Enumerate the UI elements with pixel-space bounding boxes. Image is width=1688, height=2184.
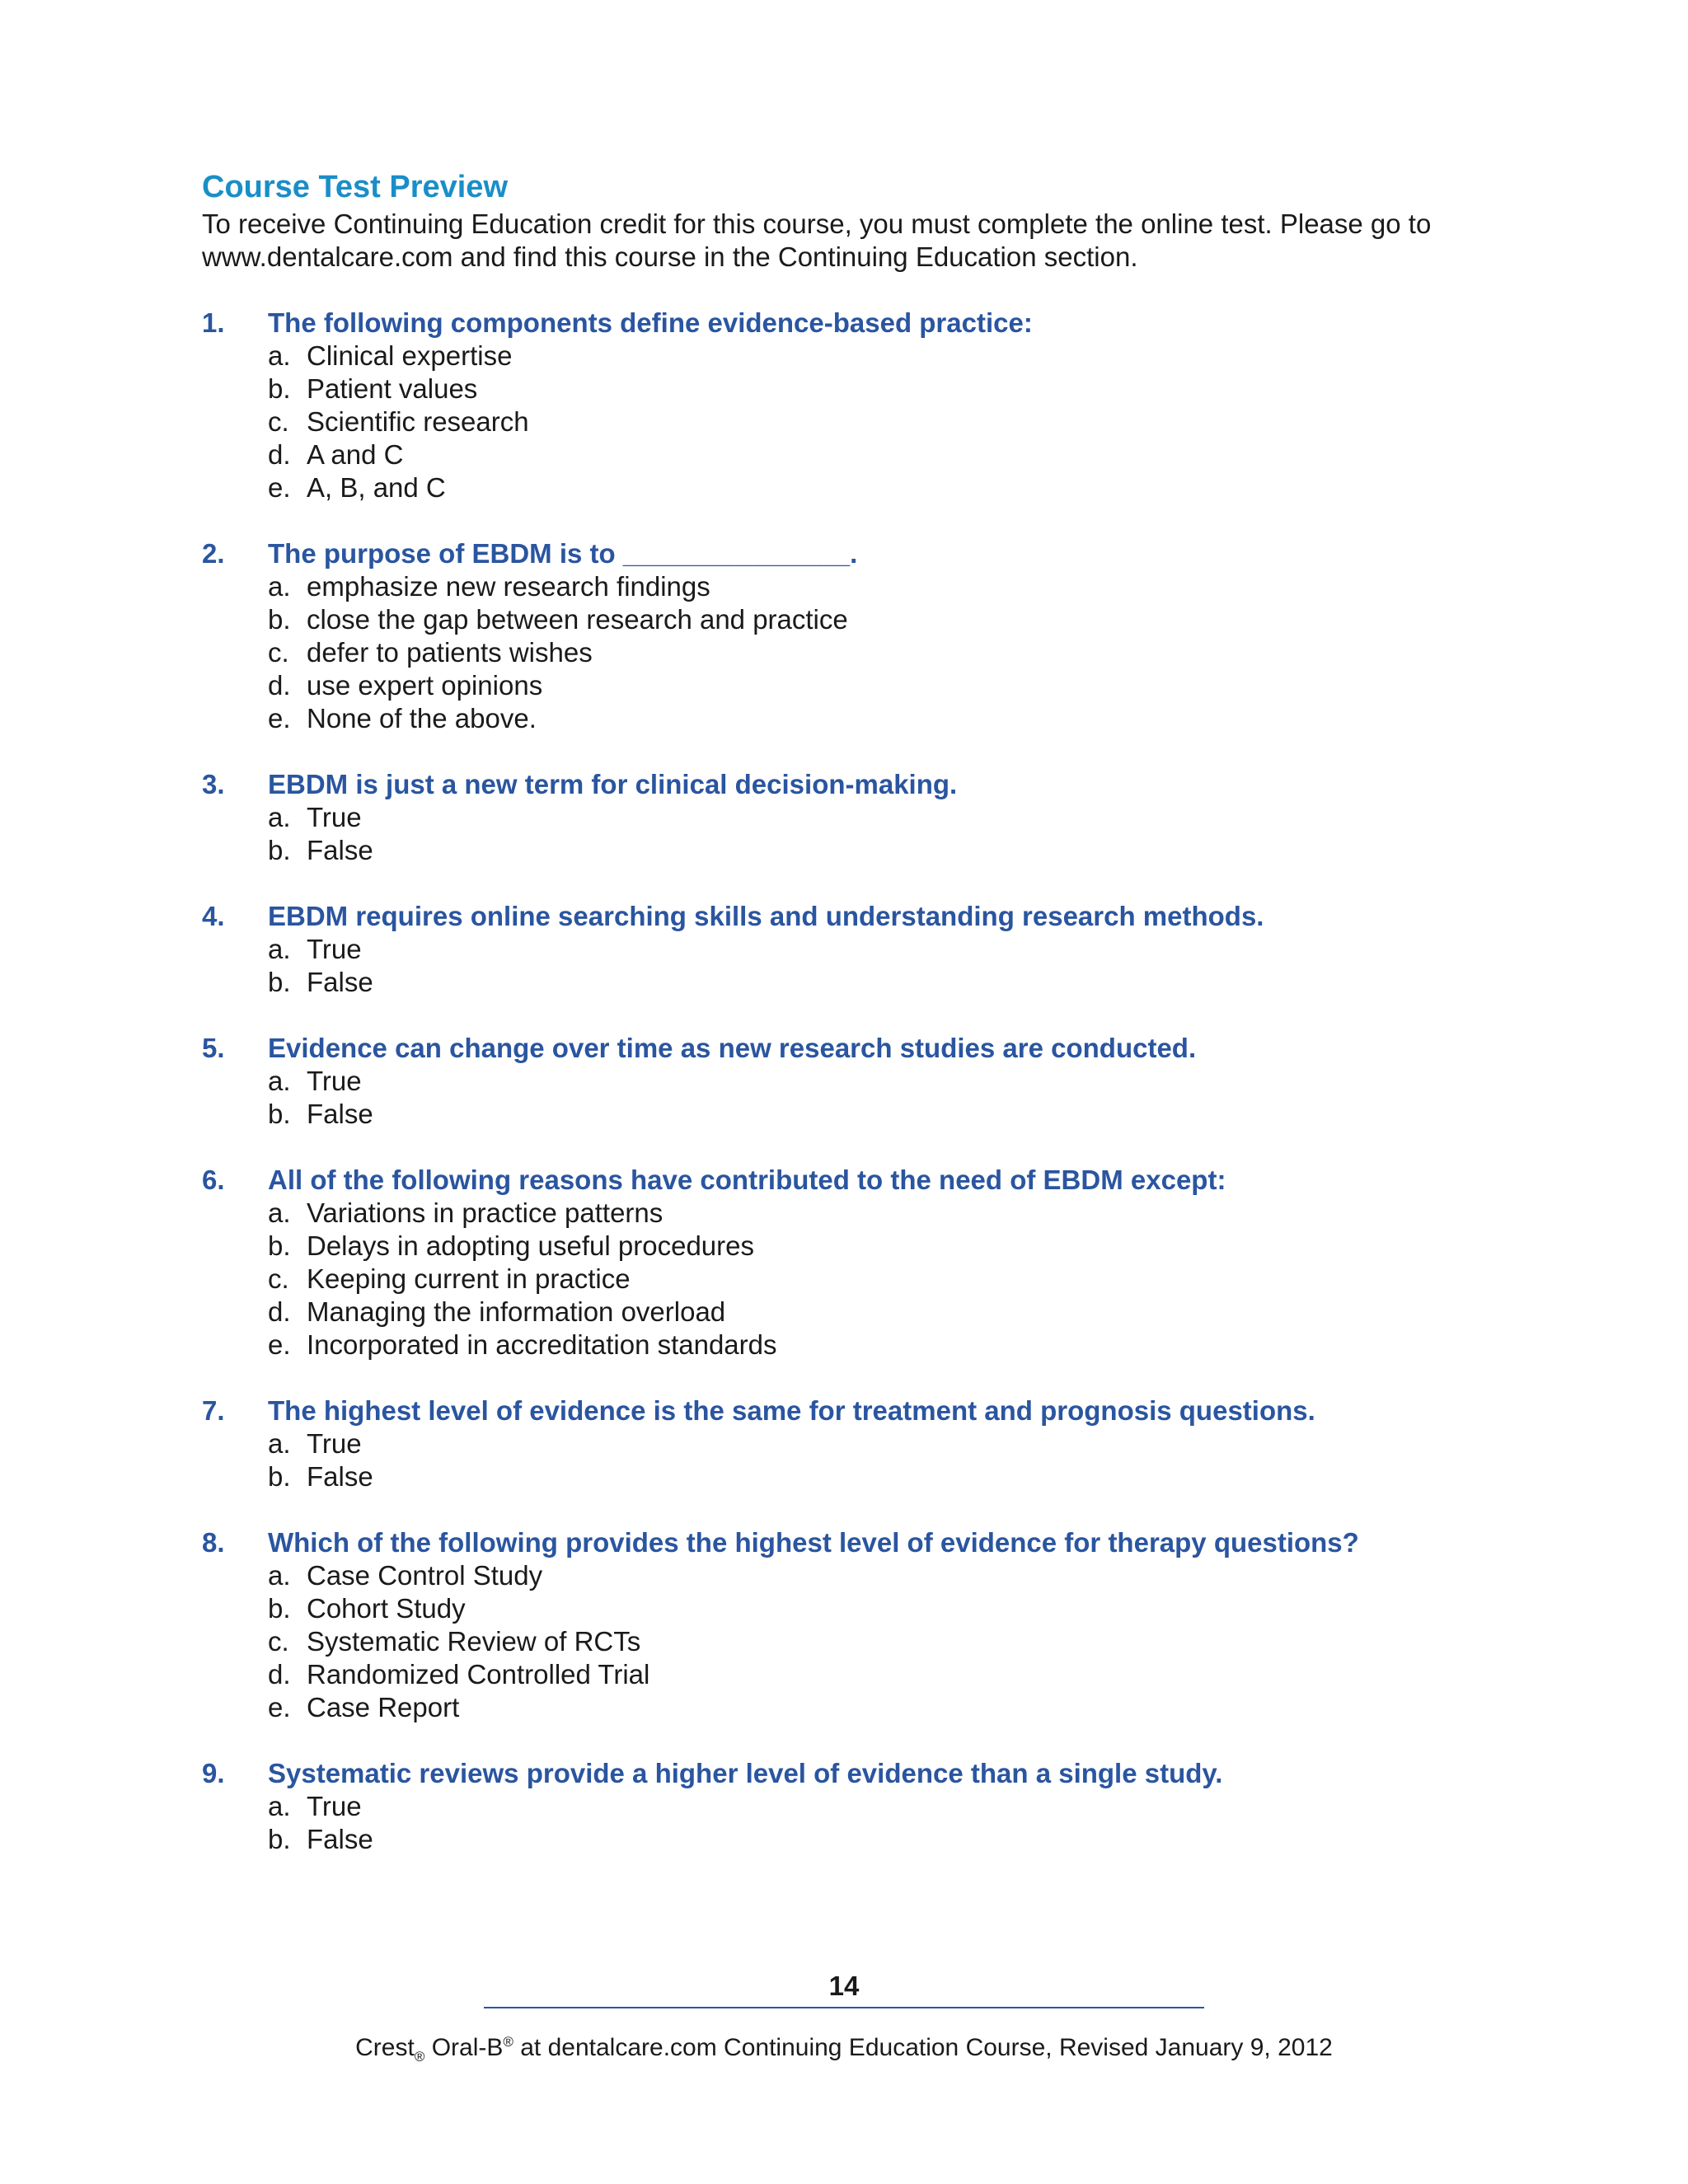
option-text: Systematic Review of RCTs	[307, 1626, 641, 1657]
question-text: All of the following reasons have contributed to the need of EBDM except:	[268, 1165, 1226, 1195]
option-letter: b.	[268, 835, 291, 865]
option-text: True	[307, 1791, 362, 1821]
answer-option	[268, 1296, 1504, 1329]
option-text: True	[307, 1428, 362, 1459]
option-text: Scientific research	[307, 406, 529, 437]
option-letter: b.	[268, 967, 291, 997]
question-item	[202, 1032, 1504, 1131]
answer-option	[268, 471, 1504, 504]
answer-option	[268, 1625, 1504, 1658]
question-text: Evidence can change over time as new research studies are conducted.	[268, 1033, 1197, 1063]
answer-option	[268, 340, 1504, 373]
answer-option	[268, 702, 1504, 735]
question-text: Systematic reviews provide a higher level of evidence than a single study.	[268, 1758, 1223, 1788]
option-text: Managing the information overload	[307, 1296, 726, 1327]
question-number: 1.	[202, 307, 225, 338]
option-letter: c.	[268, 1626, 289, 1657]
footer-course-info: at dentalcare.com Continuing Education Course, Revised January 9, 2012	[513, 2034, 1333, 2061]
option-text: Delays in adopting useful procedures	[307, 1230, 755, 1261]
option-text: close the gap between research and practice	[307, 604, 848, 635]
question-text: The following components define evidence-based practice:	[268, 307, 1033, 338]
option-letter: a.	[268, 1066, 291, 1096]
answer-option	[268, 1098, 1504, 1131]
answer-option	[268, 834, 1504, 867]
answer-options	[202, 801, 1504, 867]
option-letter: c.	[268, 637, 289, 668]
question-item	[202, 900, 1504, 999]
answer-options	[202, 340, 1504, 504]
option-letter: d.	[268, 1296, 291, 1327]
answer-option	[268, 1329, 1504, 1361]
oral-b-registered-mark: ®	[503, 2034, 513, 2050]
question-number: 9.	[202, 1758, 225, 1788]
answer-option	[268, 603, 1504, 636]
option-letter: b.	[268, 1230, 291, 1261]
answer-option	[268, 405, 1504, 438]
page-content	[202, 166, 1504, 1889]
question-text: Which of the following provides the highest level of evidence for therapy questions?	[268, 1527, 1359, 1558]
option-text: Variations in practice patterns	[307, 1197, 663, 1228]
answer-option	[268, 1263, 1504, 1296]
question-number: 5.	[202, 1033, 225, 1063]
answer-option	[268, 1230, 1504, 1263]
answer-option	[268, 1427, 1504, 1460]
option-text: Case Report	[307, 1692, 460, 1722]
answer-options	[202, 570, 1504, 735]
option-letter: a.	[268, 1791, 291, 1821]
option-text: Incorporated in accreditation standards	[307, 1329, 777, 1360]
intro-paragraph: To receive Continuing Education credit for this course, you must complete the online test. Please go to www.dentalcare.com and find this course in the Continuing Education section.	[202, 209, 1432, 272]
option-letter: e.	[268, 1692, 291, 1722]
answer-options	[202, 1065, 1504, 1131]
answer-option	[268, 373, 1504, 405]
option-letter: b.	[268, 1461, 291, 1492]
question-text: The purpose of EBDM is to _______________.	[268, 538, 858, 569]
option-text: Keeping current in practice	[307, 1263, 631, 1294]
option-letter: e.	[268, 1329, 291, 1360]
question-text: EBDM is just a new term for clinical decision-making.	[268, 769, 958, 799]
answer-option	[268, 438, 1504, 471]
option-letter: b.	[268, 1593, 291, 1624]
option-text: A and C	[307, 439, 404, 470]
option-text: True	[307, 934, 362, 964]
option-text: Patient values	[307, 373, 478, 404]
option-text: False	[307, 1824, 373, 1854]
option-letter: b.	[268, 604, 291, 635]
option-text: False	[307, 967, 373, 997]
option-text: defer to patients wishes	[307, 637, 593, 668]
answer-option	[268, 669, 1504, 702]
answer-option	[268, 1592, 1504, 1625]
question-stem	[202, 1164, 1504, 1197]
question-item	[202, 768, 1504, 867]
option-letter: e.	[268, 472, 291, 503]
option-text: None of the above.	[307, 703, 537, 733]
answer-option	[268, 570, 1504, 603]
question-item	[202, 1526, 1504, 1724]
option-letter: b.	[268, 373, 291, 404]
answer-option	[268, 933, 1504, 966]
answer-option	[268, 1460, 1504, 1493]
question-stem	[202, 900, 1504, 933]
option-letter: a.	[268, 1428, 291, 1459]
question-list	[202, 307, 1504, 1856]
page-title: Course Test Preview	[202, 170, 509, 204]
option-letter: a.	[268, 340, 291, 371]
page-number: 14	[828, 1971, 860, 2001]
brand-oral-b: Oral-B	[424, 2034, 504, 2061]
footer-credit	[0, 2026, 1688, 2074]
option-letter: a.	[268, 571, 291, 602]
answer-options	[202, 1197, 1504, 1361]
option-letter: d.	[268, 670, 291, 701]
answer-options	[202, 1427, 1504, 1493]
question-item	[202, 1164, 1504, 1361]
question-number: 8.	[202, 1527, 225, 1558]
answer-options	[202, 1790, 1504, 1856]
question-stem	[202, 1394, 1504, 1427]
answer-option	[268, 1790, 1504, 1823]
question-stem	[202, 1526, 1504, 1559]
answer-options	[202, 1559, 1504, 1724]
option-letter: e.	[268, 703, 291, 733]
question-stem	[202, 537, 1504, 570]
question-number: 2.	[202, 538, 225, 569]
answer-option	[268, 1559, 1504, 1592]
question-number: 3.	[202, 769, 225, 799]
answer-option	[268, 966, 1504, 999]
option-text: Case Control Study	[307, 1560, 543, 1591]
option-text: use expert opinions	[307, 670, 543, 701]
option-letter: a.	[268, 1197, 291, 1228]
option-text: Cohort Study	[307, 1593, 466, 1624]
option-text: A, B, and C	[307, 472, 446, 503]
answer-option	[268, 1197, 1504, 1230]
option-letter: a.	[268, 802, 291, 832]
question-item	[202, 307, 1504, 504]
option-text: False	[307, 1461, 373, 1492]
page-footer	[0, 1970, 1688, 2064]
answer-option	[268, 801, 1504, 834]
option-text: True	[307, 1066, 362, 1096]
option-text: True	[307, 802, 362, 832]
question-stem	[202, 768, 1504, 801]
answer-option	[268, 1691, 1504, 1724]
question-text: EBDM requires online searching skills and understanding research methods.	[268, 901, 1264, 931]
option-letter: d.	[268, 439, 291, 470]
footer-divider	[484, 2007, 1204, 2008]
answer-options	[202, 933, 1504, 999]
option-text: Clinical expertise	[307, 340, 513, 371]
question-stem	[202, 307, 1504, 340]
option-letter: c.	[268, 406, 289, 437]
question-number: 7.	[202, 1395, 225, 1426]
question-item	[202, 1394, 1504, 1493]
answer-option	[268, 1823, 1504, 1856]
question-number: 4.	[202, 901, 225, 931]
option-letter: a.	[268, 1560, 291, 1591]
question-item	[202, 537, 1504, 735]
answer-option	[268, 636, 1504, 669]
question-item	[202, 1757, 1504, 1856]
answer-option	[268, 1658, 1504, 1691]
option-letter: d.	[268, 1659, 291, 1690]
option-letter: a.	[268, 934, 291, 964]
option-letter: b.	[268, 1824, 291, 1854]
option-letter: b.	[268, 1099, 291, 1129]
question-number: 6.	[202, 1165, 225, 1195]
question-stem	[202, 1032, 1504, 1065]
question-text: The highest level of evidence is the same for treatment and prognosis questions.	[268, 1395, 1315, 1426]
option-text: False	[307, 1099, 373, 1129]
option-text: Randomized Controlled Trial	[307, 1659, 650, 1690]
crest-registered-mark: ®	[414, 2049, 425, 2064]
option-text: emphasize new research findings	[307, 571, 710, 602]
answer-option	[268, 1065, 1504, 1098]
question-stem	[202, 1757, 1504, 1790]
option-text: False	[307, 835, 373, 865]
brand-crest: Crest	[355, 2034, 415, 2061]
option-letter: c.	[268, 1263, 289, 1294]
